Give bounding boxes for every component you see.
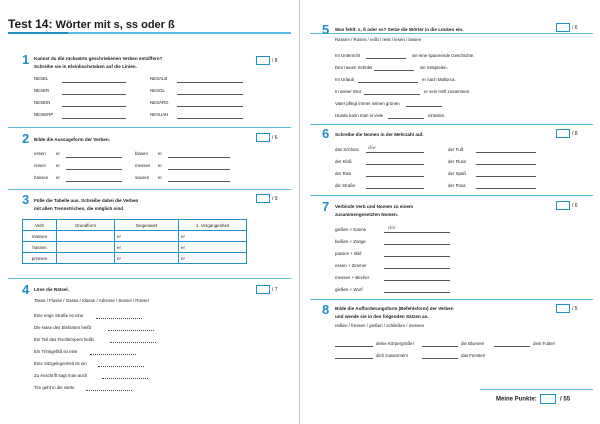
answer-line[interactable]: [358, 82, 418, 83]
score-box[interactable]: [256, 285, 270, 294]
table-cell-input[interactable]: [57, 231, 115, 242]
task-2-pronoun: er: [56, 163, 60, 168]
answer-line[interactable]: [384, 280, 450, 281]
table-row: [23, 253, 247, 264]
table-cell-input[interactable]: er: [115, 242, 179, 253]
table-row: [23, 242, 247, 253]
sentence-end: dich zusammen!: [376, 353, 408, 358]
answer-line[interactable]: [168, 157, 230, 158]
sentence-start: Im Urlaub: [335, 77, 355, 82]
table-cell-input[interactable]: er: [115, 253, 179, 264]
task-3-instruction-line-1: Fülle die Tabelle aus. Schreibe dabei die Verben: [34, 198, 139, 203]
section-separator: [8, 278, 291, 279]
task-5-number: 5: [322, 22, 330, 37]
section-separator: [310, 299, 593, 300]
task-2-pronoun: er: [158, 151, 162, 156]
task-2-pronoun: er: [158, 163, 162, 168]
sentence-end: er nach Mallorca.: [422, 77, 456, 82]
answer-line[interactable]: [374, 70, 414, 71]
task-4-number: 4: [22, 282, 30, 297]
score-box[interactable]: [556, 129, 570, 138]
task-2-verb: reisen: [34, 163, 46, 168]
answer-line[interactable]: [422, 358, 458, 359]
answer-line[interactable]: [62, 82, 126, 83]
task-3-number: 3: [22, 192, 30, 207]
answer-line[interactable]: [366, 188, 424, 189]
answer-line[interactable]: [335, 358, 373, 359]
answer-line[interactable]: [110, 342, 156, 343]
answer-line[interactable]: [366, 176, 424, 177]
task-4-score-label: / 7: [272, 286, 278, 293]
section-separator: [8, 127, 291, 128]
answer-line[interactable]: [406, 106, 442, 107]
answer-line[interactable]: [66, 169, 122, 170]
table-row: [23, 231, 247, 242]
task-5-score: [556, 23, 578, 32]
riddle-line: Zu Anschrift sagt man auch: [34, 373, 88, 378]
sentence-end: das Fenster!: [461, 353, 486, 358]
answer-line[interactable]: [388, 118, 424, 119]
task-6-noun: der Fluss: [448, 159, 467, 164]
task-1-word: NESIERP: [34, 112, 54, 117]
sentence-end: sie mitspielen.: [420, 65, 448, 70]
handwritten-example: die: [388, 225, 396, 231]
answer-line[interactable]: [62, 118, 126, 119]
task-7-pair: gießen + Wurf: [335, 287, 363, 292]
task-8-instruction-line-1: Bilde die Aufforderungsform (Befehlsform) der Verben: [335, 306, 454, 311]
task-1-word: NESALB: [150, 76, 168, 81]
answer-line[interactable]: [476, 176, 536, 177]
title-underline-accent: [8, 32, 68, 34]
answer-line[interactable]: [168, 181, 230, 182]
footer-line: [480, 389, 593, 390]
task-7-pair: gießen + Kanne: [335, 227, 367, 232]
answer-line[interactable]: [364, 94, 420, 95]
task-2-verb: sausen: [135, 175, 150, 180]
answer-line[interactable]: [96, 318, 142, 319]
section-separator: [8, 189, 291, 190]
task-2-pronoun: er: [56, 175, 60, 180]
task-1-instruction-line-2: Schreibe sie in Kleinbuchstaben auf die Linien.: [34, 63, 137, 69]
test-title: Wörter mit s, ss oder ß: [55, 19, 175, 31]
task-6-noun: das Schloss: [335, 147, 359, 152]
answer-line[interactable]: [62, 94, 126, 95]
answer-line[interactable]: [422, 346, 458, 347]
score-box[interactable]: [256, 194, 270, 203]
sentence-start: Den neuen Schüler: [335, 65, 373, 70]
answer-line[interactable]: [384, 232, 450, 233]
task-7-pair: passen + Bild: [335, 251, 362, 256]
task-6-noun: die Straße: [335, 183, 356, 188]
task-8-score-label: / 5: [572, 305, 578, 312]
table-cell-input[interactable]: [57, 253, 115, 264]
task-2-number: 2: [22, 131, 30, 146]
answer-line[interactable]: [177, 82, 243, 83]
score-box[interactable]: [556, 23, 570, 32]
page-divider: [299, 0, 300, 424]
answer-line[interactable]: [384, 244, 450, 245]
task-1-number: 1: [22, 52, 30, 67]
table-cell-input[interactable]: er: [179, 242, 247, 253]
answer-line[interactable]: [384, 292, 450, 293]
task-5-word-bank: Rassen / Rosen / reißt / reist / lesen / lassen: [335, 37, 422, 42]
table-cell-input[interactable]: [57, 242, 115, 253]
total-score-box[interactable]: [540, 394, 556, 404]
task-1-word: NESUAH: [150, 112, 169, 117]
task-1-word: NESER: [34, 88, 50, 93]
answer-line[interactable]: [476, 188, 536, 189]
sentence-start: In seiner Wut: [335, 89, 361, 94]
table-header: Verb: [23, 220, 57, 231]
task-8-score: [556, 304, 578, 313]
table-header-row: [23, 220, 247, 231]
task-2-score-label: / 6: [272, 134, 278, 141]
total-score: [496, 394, 570, 404]
sentence-end: einteilen.: [428, 113, 446, 118]
answer-line[interactable]: [494, 346, 530, 347]
riddle-line: Ein Teil des Fischkörpers heißt: [34, 337, 94, 342]
answer-line[interactable]: [66, 157, 122, 158]
score-box[interactable]: [556, 304, 570, 313]
task-7-number: 7: [322, 199, 330, 214]
answer-line[interactable]: [168, 169, 230, 170]
task-7-instruction-line-1: Verbinde Verb und Nomen zu einem: [335, 204, 414, 209]
task-6-noun: der Posa: [448, 183, 466, 188]
sentence-end: dein Futter!: [533, 341, 556, 346]
answer-line[interactable]: [102, 378, 148, 379]
answer-line[interactable]: [366, 58, 406, 59]
table-header: Grundform: [57, 220, 115, 231]
riddle-line: Tim geht in die vierte: [34, 385, 75, 390]
test-label: Test 14:: [8, 17, 53, 31]
task-7-pair: messen + Becher: [335, 275, 370, 280]
answer-line[interactable]: [366, 164, 424, 165]
task-2-verb: essen: [34, 151, 46, 156]
total-score-max: / 55: [560, 396, 571, 403]
answer-line[interactable]: [177, 118, 243, 119]
task-5-score-label: / 6: [572, 24, 578, 31]
task-6-score: [556, 129, 578, 138]
sentence-end: die Blumen!: [461, 341, 485, 346]
task-2-verb: blasen: [135, 151, 148, 156]
sentence-end: er sein Heft zusammen.: [424, 89, 471, 94]
task-3-score-label: / 9: [272, 195, 278, 202]
sentence-start: Hunde kann man in viele: [335, 113, 384, 118]
task-2-pronoun: er: [56, 151, 60, 156]
sentence-end: deine Körpergröße!: [376, 341, 414, 346]
answer-line[interactable]: [366, 152, 424, 153]
handwritten-example: die: [368, 145, 376, 151]
answer-line[interactable]: [384, 268, 450, 269]
riddle-line: Ein Trinkgefäß ist eine: [34, 349, 78, 354]
table-header: 1. Vergangenheit: [179, 220, 247, 231]
task-3-score: [256, 194, 278, 203]
table-cell-verb: müssen: [23, 231, 57, 242]
task-6-noun: der Kloß: [335, 159, 352, 164]
answer-line[interactable]: [384, 256, 450, 257]
task-8-word-bank: reißen / fressen / gießen / schließen / messen: [335, 323, 425, 328]
task-5-instruction: Was fehlt: s, ß oder ss? Setze die Wörter in die Lücken ein.: [335, 27, 464, 32]
task-6-noun: der Riss: [335, 171, 352, 176]
task-7-instruction-line-2: zusammengesetzten Nomen.: [335, 211, 399, 217]
task-7-score-label: / 6: [572, 202, 578, 209]
answer-line[interactable]: [335, 346, 373, 347]
task-6-noun: der Fuß: [448, 147, 464, 152]
task-2-verb: hassen: [34, 175, 49, 180]
answer-line[interactable]: [476, 152, 536, 153]
answer-line[interactable]: [98, 366, 144, 367]
task-7-instruction: [335, 203, 413, 218]
task-4-word-bank: Tasse / Flosse / Gasse / Klasse / Adresse / Sessel / Rüssel: [34, 298, 149, 303]
score-box[interactable]: [256, 133, 270, 142]
task-1-word: NESARG: [150, 100, 169, 105]
task-1-score: [256, 56, 278, 65]
task-8-number: 8: [322, 302, 330, 317]
section-separator: [310, 195, 593, 196]
task-6-instruction: Schreibe die Nomen in der Mehrzahl auf.: [335, 132, 424, 137]
sentence-end: sie eine spannende Geschichte.: [412, 53, 475, 58]
page-title: [8, 17, 175, 31]
task-4-score: [256, 285, 278, 294]
task-1-word: NESEL: [34, 76, 49, 81]
task-1-word: NESEIN: [34, 100, 51, 105]
table-cell-verb: hassen: [23, 242, 57, 253]
task-7-score: [556, 201, 578, 210]
task-2-verb: messen: [135, 163, 151, 168]
sentence-start: Im Unterricht: [335, 53, 361, 58]
table-cell-input[interactable]: er: [115, 231, 179, 242]
task-6-score-label: / 8: [572, 130, 578, 137]
task-8-instruction: [335, 305, 454, 320]
task-6-noun: der Spaß: [448, 171, 467, 176]
answer-line[interactable]: [62, 106, 126, 107]
score-box[interactable]: [556, 201, 570, 210]
answer-line[interactable]: [86, 390, 132, 391]
score-box[interactable]: [256, 56, 270, 65]
task-2-instruction: Bilde die Aussageform der Verben.: [34, 137, 110, 142]
task-1-score-label: / 8: [272, 57, 278, 64]
answer-line[interactable]: [177, 106, 243, 107]
task-3-instruction-line-2: mit allen Trennstrichen, die möglich sind.: [34, 205, 125, 211]
task-2-pronoun: er: [158, 175, 162, 180]
table-cell-input[interactable]: er: [179, 231, 247, 242]
riddle-line: Eine Sitzgelegenheit ist ein: [34, 361, 87, 366]
total-score-label: Meine Punkte:: [496, 396, 537, 403]
answer-line[interactable]: [66, 181, 122, 182]
table-header: Gegenwart: [115, 220, 179, 231]
task-7-pair: essen + Zimmer: [335, 263, 367, 268]
table-cell-verb: pressen: [23, 253, 57, 264]
riddle-line: Die Nase des Elefanten heißt: [34, 325, 92, 330]
answer-line[interactable]: [177, 94, 243, 95]
task-4-instruction: Löse die Rätsel.: [34, 287, 69, 292]
task-2-score: [256, 133, 278, 142]
verb-table: [22, 219, 247, 264]
task-1-word: NESOL: [150, 88, 165, 93]
task-6-number: 6: [322, 126, 330, 141]
task-3-instruction: [34, 197, 138, 212]
riddle-line: Eine enge Straße ist eine: [34, 313, 84, 318]
task-1-instruction: [34, 55, 162, 70]
answer-line[interactable]: [90, 354, 136, 355]
sentence-start: Vater pflegt immer seinen grünen: [335, 101, 400, 106]
answer-line[interactable]: [476, 164, 536, 165]
task-8-instruction-line-2: und wende sie in den folgenden Sätzen an.: [335, 313, 429, 319]
section-separator: [310, 124, 593, 125]
table-cell-input[interactable]: er: [179, 253, 247, 264]
task-1-instruction-line-1: Kannst du die rückwärts geschriebenen Verben entziffern?: [34, 56, 163, 61]
task-7-pair: beißen + Zange: [335, 239, 366, 244]
answer-line[interactable]: [108, 330, 154, 331]
